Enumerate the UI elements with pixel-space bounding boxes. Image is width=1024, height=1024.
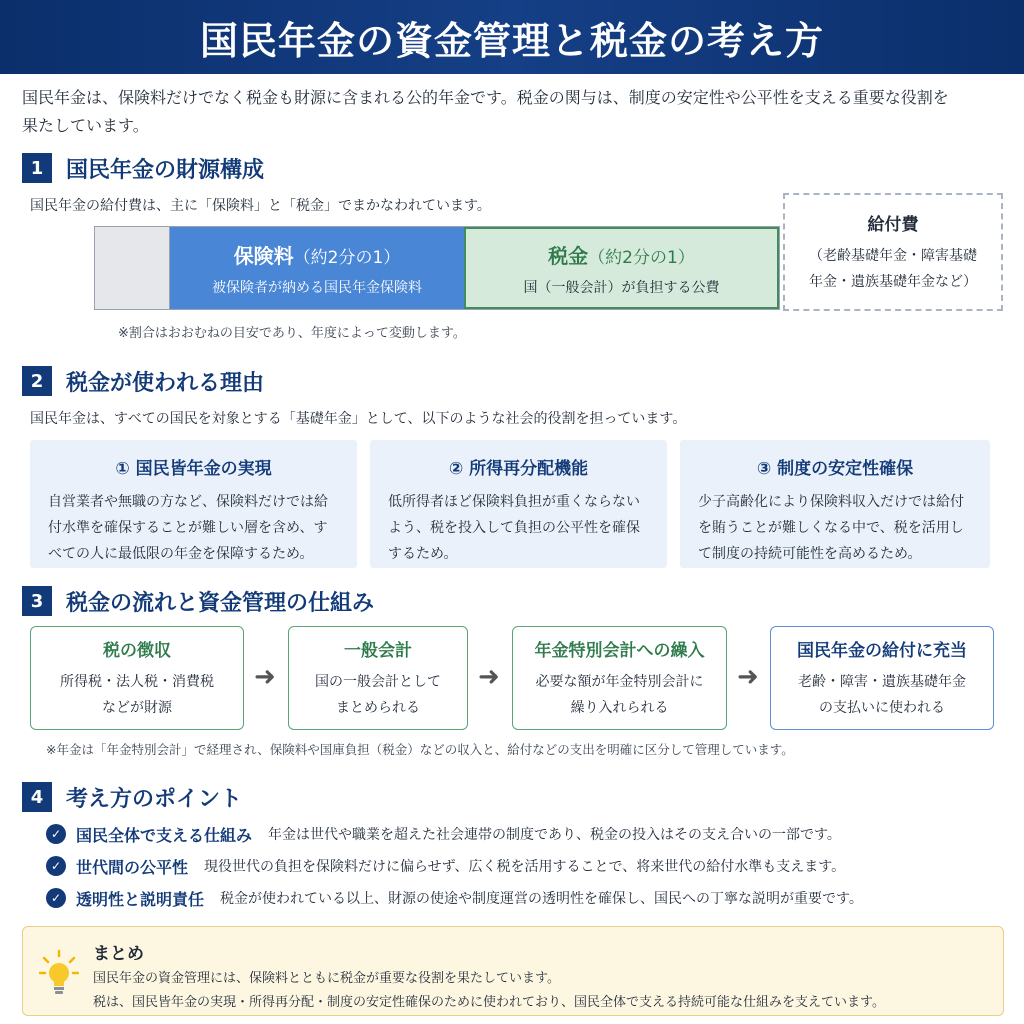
reason-card — [370, 440, 667, 568]
section-title: 税金が使われる理由 — [66, 370, 265, 396]
section-number: 2 — [22, 366, 52, 396]
point-text: 税金が使われている以上、財源の使途や制度運営の透明性を確保し、国民への丁寧な説明が重要です。 — [220, 891, 863, 907]
point-item — [46, 885, 863, 911]
bar-blank-segment — [95, 227, 170, 309]
funding-bar — [94, 226, 780, 310]
check-circle-icon: ✓ — [46, 824, 66, 844]
point-item — [46, 821, 841, 847]
right-arrow-icon: ➜ — [254, 662, 276, 692]
reason-card — [30, 440, 357, 568]
section-1-description: 国民年金の給付費は、主に「保険料」と「税金」でまかなわれています。 — [30, 198, 491, 214]
flow-step — [288, 626, 468, 730]
tax-label: 税金（約2分の1） — [548, 243, 695, 268]
flow-step-title: 一般会計 — [344, 640, 412, 661]
check-circle-icon: ✓ — [46, 888, 66, 908]
card-title: ① 国民皆年金の実現 — [115, 459, 272, 479]
flow-step-title: 税の徴収 — [103, 640, 171, 661]
flow-step — [770, 626, 994, 730]
section-number: 1 — [22, 153, 52, 183]
flow-step-title: 年金特別会計への繰入 — [534, 640, 705, 661]
flow-step-text: 国の一般会計として まとめられる — [315, 673, 441, 716]
point-title: 国民全体で支える仕組み — [76, 825, 253, 845]
page-title: 国民年金の資金管理と税金の考え方 — [199, 18, 824, 63]
right-arrow-icon: ➜ — [478, 662, 500, 692]
tax-description: 国（一般会計）が負担する公費 — [523, 279, 720, 296]
intro-text: 国民年金は、保険料だけでなく税金も財源に含まれる公的年金です。税金の関与は、制度の安定性や公平性を支える重要な役割を果たしています。 — [22, 88, 949, 135]
section-title: 税金の流れと資金管理の仕組み — [66, 590, 375, 616]
lightbulb-icon — [39, 949, 79, 999]
point-title: 透明性と説明責任 — [76, 889, 205, 909]
section-number: 3 — [22, 586, 52, 616]
card-text: 低所得者ほど保険料負担が重くならないよう、税を投入して負担の公平性を確保するため。 — [388, 494, 640, 562]
flow-step-title: 国民年金の給付に充当 — [797, 640, 967, 661]
flow-step-text: 必要な額が年金特別会計に 繰り入れられる — [535, 673, 704, 716]
section-2-description: 国民年金は、すべての国民を対象とする「基礎年金」として、以下のような社会的役割を担っています。 — [30, 411, 687, 427]
benefit-title: 給付費 — [867, 214, 919, 235]
benefit-description: （老齢基礎年金・障害基礎年金・遺族基礎年金など） — [809, 247, 977, 290]
summary-line: 国民年金の資金管理には、保険料とともに税金が重要な役割を果たしています。 — [93, 971, 560, 986]
tax-segment — [464, 227, 779, 309]
insurance-description: 被保険者が納める国民年金保険料 — [212, 279, 422, 296]
ratio-note: ※割合はおおむねの目安であり、年度によって変動します。 — [118, 326, 466, 341]
card-text: 少子高齢化により保険料収入だけでは給付を賄うことが難しくなる中で、税を活用して制度の持続可能性を高めるため。 — [698, 494, 964, 562]
page-header — [0, 0, 1024, 74]
benefit-box — [783, 193, 1003, 311]
summary-box — [22, 926, 1004, 1016]
point-title: 世代間の公平性 — [76, 857, 189, 877]
point-item — [46, 853, 845, 879]
insurance-segment — [170, 227, 464, 309]
flow-step — [30, 626, 244, 730]
flow-step-text: 所得税・法人税・消費税 などが財源 — [60, 673, 214, 716]
check-circle-icon: ✓ — [46, 856, 66, 876]
card-title: ② 所得再分配機能 — [448, 459, 589, 479]
point-text: 年金は世代や職業を超えた社会連帯の制度であり、税金の投入はその支え合いの一部です。 — [268, 827, 841, 843]
right-arrow-icon: ➜ — [737, 662, 759, 692]
flow-step — [512, 626, 727, 730]
section-number: 4 — [22, 782, 52, 812]
insurance-label: 保険料（約2分の1） — [233, 243, 401, 268]
section-3-heading — [22, 584, 374, 618]
flow-step-text: 老齢・障害・遺族基礎年金 の支払いに使われる — [798, 673, 966, 716]
point-text: 現役世代の負担を保険料だけに偏らせず、広く税を活用することで、将来世代の給付水準も支えます。 — [204, 859, 846, 875]
card-title: ③ 制度の安定性確保 — [756, 459, 914, 479]
section-2-heading — [22, 364, 264, 398]
section-4-heading — [22, 780, 242, 814]
summary-title: まとめ — [93, 944, 144, 964]
reason-card — [680, 440, 990, 568]
summary-line: 税は、国民皆年金の実現・所得再分配・制度の安定性確保のために使われており、国民全体で支える持続可能な仕組みを支えています。 — [93, 995, 885, 1010]
section-1-heading — [22, 151, 264, 185]
card-text: 自営業者や無職の方など、保険料だけでは給付水準を確保することが難しい層を含め、すべての人に最低限の年金を保障するため。 — [48, 494, 328, 562]
accounting-note: ※年金は「年金特別会計」で経理され、保険料や国庫負担（税金）などの収入と、給付などの支出を明確に区分して管理しています。 — [46, 742, 794, 757]
section-title: 考え方のポイント — [66, 786, 243, 812]
section-title: 国民年金の財源構成 — [66, 157, 265, 183]
